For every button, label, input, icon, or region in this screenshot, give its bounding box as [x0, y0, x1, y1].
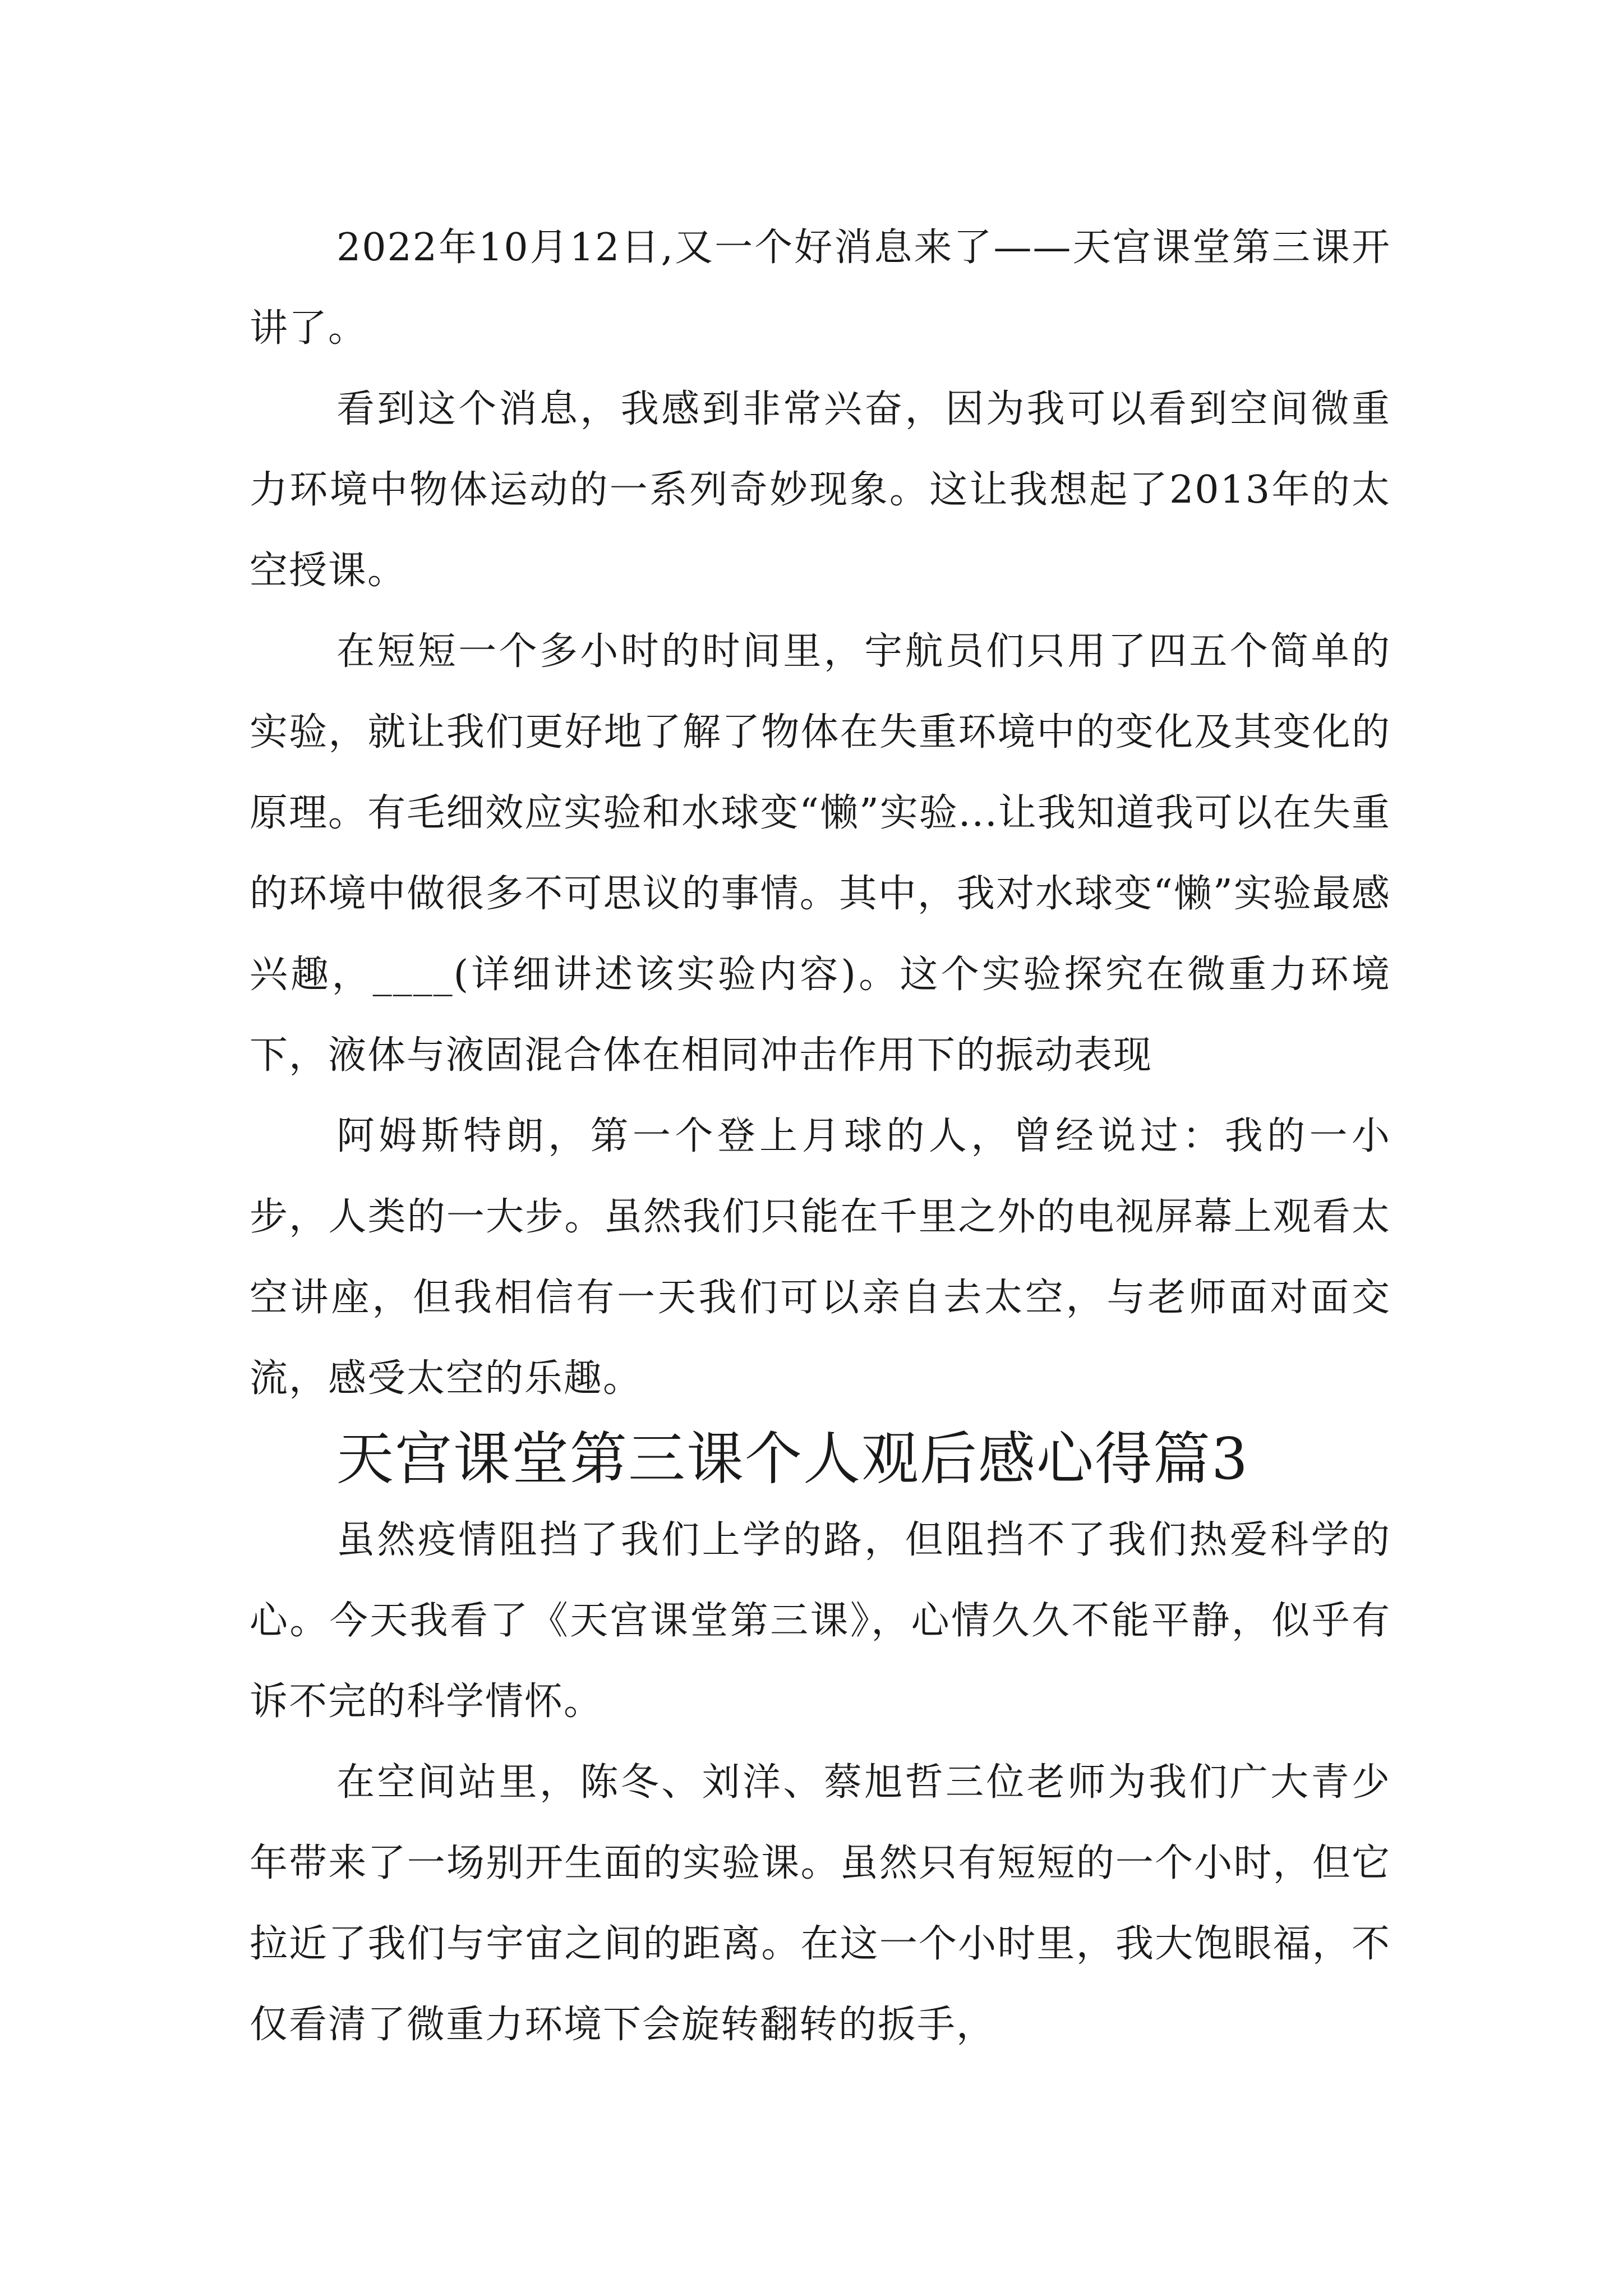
document-page [250, 208, 1391, 2065]
paragraph-2: 看到这个消息，我感到非常兴奋，因为我可以看到空间微重力环境中物体运动的一系列奇妙现象。这让我想起了2013年的太空授课。 [250, 387, 1391, 593]
section-paragraph-1: 虽然疫情阻挡了我们上学的路，但阻挡不了我们热爱科学的心。今天我看了《天宫课堂第三课》，心情久久不能平静，似乎有诉不完的科学情怀。 [250, 1518, 1391, 1724]
paragraph-1: 2022年10月12日,又一个好消息来了——天宫课堂第三课开讲了。 [250, 226, 1391, 351]
section-heading: 天宫课堂第三课个人观后感心得篇3 [336, 1426, 1249, 1493]
paragraph-4: 阿姆斯特朗，第一个登上月球的人，曾经说过：我的一小步，人类的一大步。虽然我们只能在千里之外的电视屏幕上观看太空讲座，但我相信有一天我们可以亲自去太空，与老师面对面交流，感受太空的乐趣。 [250, 1114, 1391, 1401]
section-paragraph-2: 在空间站里，陈冬、刘洋、蔡旭哲三位老师为我们广大青少年带来了一场别开生面的实验课。虽然只有短短的一个小时，但它拉近了我们与宇宙之间的距离。在这一个小时里，我大饱眼福，不仅看清了微重力环境下会旋转翻转的扳手， [250, 1760, 1391, 2047]
paragraph-3: 在短短一个多小时的时间里，宇航员们只用了四五个简单的实验，就让我们更好地了解了物体在失重环境中的变化及其变化的原理。有毛细效应实验和水球变“懒”实验...让我知道我可以在失重的环境中做很多不可思议的事情。其中，我对水球变“懒”实验最感兴趣，____(详细讲述该实验内容)。这个实验探究在微重力环境下，液体与液固混合体在相同冲击作用下的振动表现 [250, 629, 1391, 1078]
